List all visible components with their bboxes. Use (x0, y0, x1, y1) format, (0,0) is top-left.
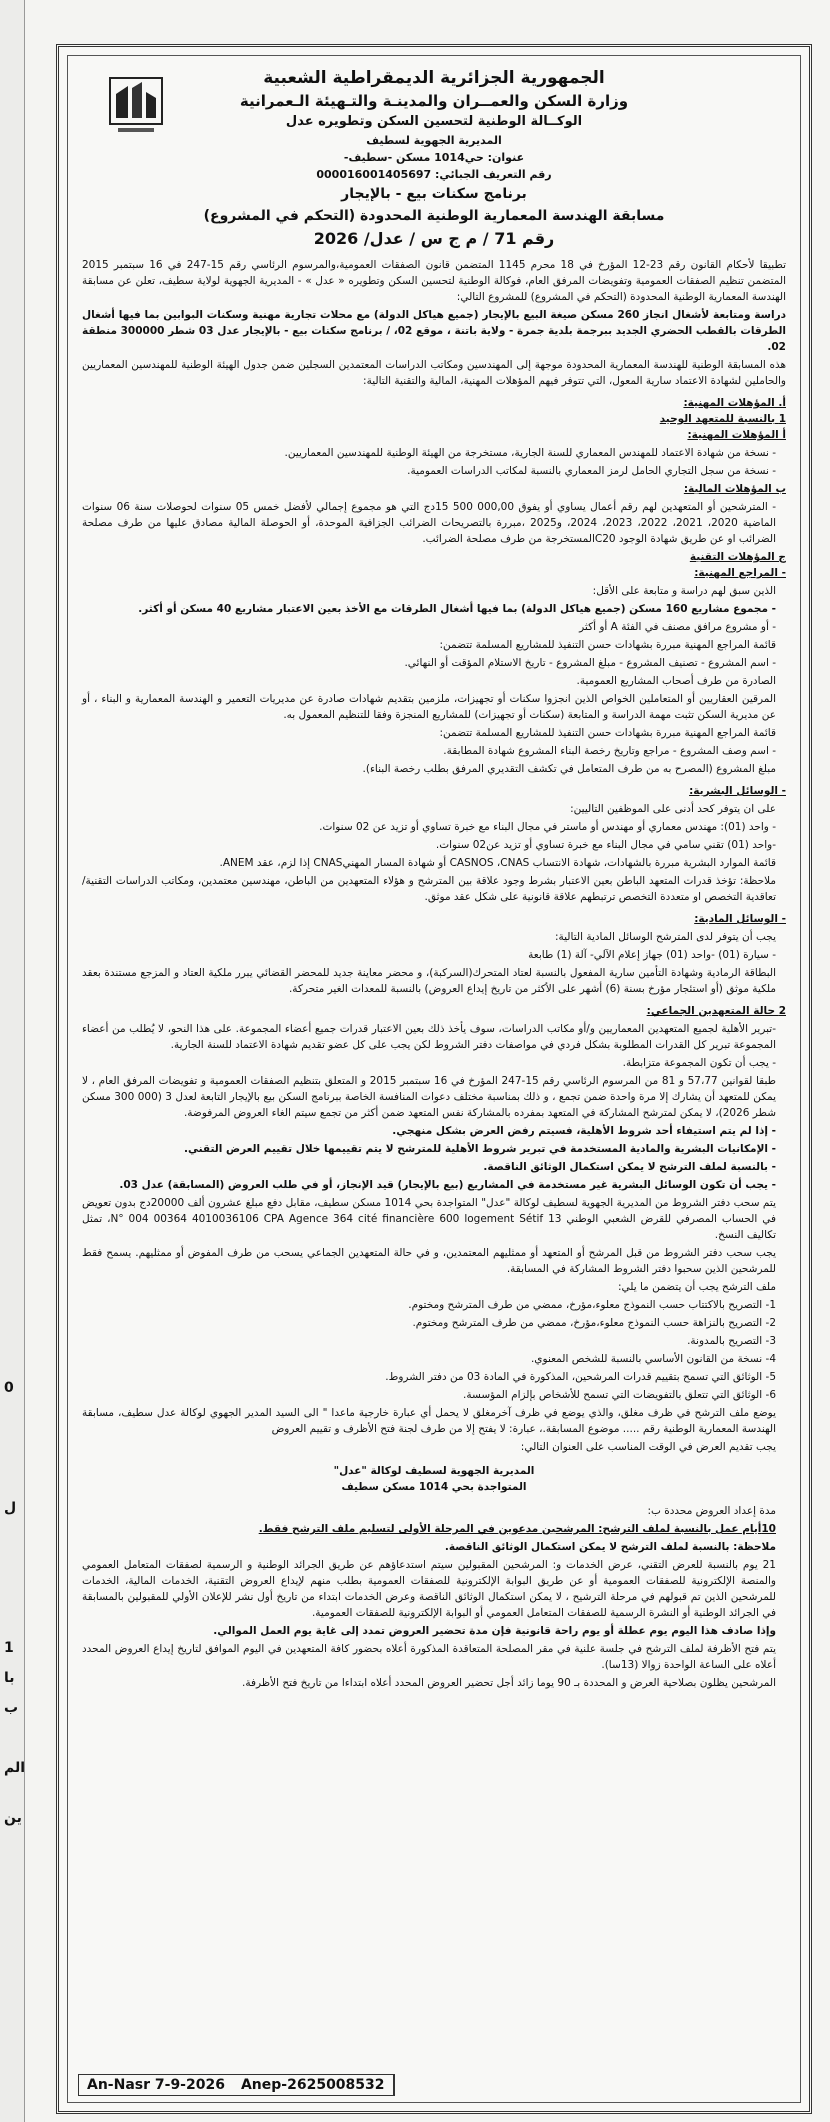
deadline-item: يتم فتح الأظرفة لملف الترشح في جلسة علنية في مقر المصلحة المتعاقدة المذكورة أعلاه بحضور كافة المتعهدين في اليوم الموافق لتاريخ إيداع العروض المحدد أعلاه على الساعة الواحدة زوالا (13سا). (82, 1643, 776, 1671)
note: ملاحظة: تؤخذ قدرات المتعهد الباطن بعين الاعتبار بشرط وجود علاقة بين المترشح و هؤلاء المتعهدين من الباطن، مهندسين معتمدين، ومكاتب الدراسات التقنية/تعاقدية التخصص او متعددة التخصص ترتبطهم علاقة قانونية على شكل عقد موثق. (82, 875, 776, 903)
list-item: - نسخة من شهادة الاعتماد للمهندس المعماري للسنة الجارية، مستخرجة من الهيئة الوطنية للمهندسين المعماريين. (284, 447, 776, 459)
list-item: الصادرة من طرف أصحاب المشاريع العمومية. (576, 675, 776, 687)
address-line: عنوان: حي1014 مسكن -سطيف- (343, 151, 525, 164)
list-item: -واحد (01) تقني سامي في مجال البناء مع خبرة تساوي أو تزيد عن02 سنوات. (435, 839, 776, 851)
list-item: 3- التصريح بالمدونة. (687, 1335, 776, 1347)
list-item: قائمة المراجع المهنية مبررة بشهادات حسن التنفيذ للمشاريع المسلمة تتضمن: (439, 727, 776, 739)
subsection-title: أ المؤهلات المهنية: (687, 429, 786, 441)
list-item: 2- التصريح بالنزاهة حسب النموذج معلوء،مؤرخ، ممضي من طرف المترشح ومختوم. (412, 1317, 776, 1329)
deadline-item: مدة إعداد العروض محددة ب: (647, 1505, 776, 1517)
list-item: - يجب أن تكون المجموعة متزابطة. (622, 1057, 776, 1069)
footer-box (78, 2074, 395, 2096)
section-title: أ. المؤهلات المهنية: (683, 397, 786, 409)
list-item: - بالنسبة لملف الترشح لا يمكن استكمال الوثائق الناقصة. (483, 1161, 776, 1173)
delivery-address (82, 1463, 786, 1495)
subsection-title: - الوسائل البشرية: (689, 785, 786, 797)
list-item: - الإمكانيات البشرية والمادية المستخدمة في تبرير شروط الأهلية للمترشح لا يتم تقييمها خلال تقييم العرض التقني. (184, 1143, 776, 1155)
ministry-line: وزارة السكن والعمــران والمدينـة والتـهيئة الـعمرانية (239, 92, 629, 110)
list-item: طبقا لقوانين 57،77 و 81 من المرسوم الرئاسي رقم 15-247 المؤرخ في 16 سبتمبر 2015 و المتعلق بتنظيم الصفقات العمومية و تفويضات المرفق العام ، لا يمكن للمتعهد أن يشارك إلا مرة واحدة ضمن تجمع ، و ذلك بمناسبة مختلف دعوات المنافسة الخاصة ببرنامج السكن بيع بالإيجار التابعة لعدل 3 (000 300 مسكن شطر 2026)، لا يمكن لمترشح المشاركة في المتعهد بمفرده بالمشاركة نفس المتعهد ضمن أكثر من تجمع سيتم الغاء العروض المرفوضة. (82, 1075, 777, 1119)
strip-fragment: الم (4, 1760, 26, 1776)
list-item: ملف الترشح يجب أن يتضمن ما يلي: (617, 1281, 776, 1293)
deadline-item: 10أيام عمل بالنسبة لملف الترشح: المرشحين مدعوين في المرحلة الأولى لتسليم ملف الترشح فقط. (258, 1523, 776, 1535)
list-item: مبلغ المشروع (المصرح به من طرف المتعامل في تكشف التقديري المرفق بطلب رخصة البناء). (362, 763, 776, 775)
announcement-number: رقم 71 / م ج س / عدل/ 2026 (313, 229, 555, 248)
list-item: 4- نسخة من القانون الأساسي بالنسبة للشخص المعنوي. (530, 1353, 776, 1365)
list-item: - واحد (01): مهندس معماري أو مهندس أو ماستر في مجال البناء مع خبرة تساوي أو تزيد عن 02 سنوات. (319, 821, 776, 833)
list-item: -تبرير الأهلية لجميع المتعهدين المعماريين و/أو مكاتب الدراسات، سوف يأخذ ذلك بعين الاعتبار قدرات جميع أعضاء المجموعة. على هذا النحو، لا يُطلب من أعضاء المجموعة تبرير كل القدرات المطلوبة بشكل فردي في مواصفات دفتر الشروط لكن يجب على كل عضو تقديم شهادة الاعتماد للسنة الجارية. (82, 1023, 776, 1051)
program-title: برنامج سكنات بيع - بالإيجار (341, 186, 527, 202)
deadline-item: وإذا صادف هذا اليوم يوم عطلة أو يوم راحة قانونية فإن مدة تحضير العروض تمدد إلى غاية يوم العمل الموالي. (213, 1625, 776, 1637)
anep-reference: Anep-2625008532 (233, 2075, 394, 2095)
financial-text: - المترشحين أو المتعهدين لهم رقم أعمال يساوي أو يفوق 000,00 500 15دج التي هو مجموع إجمالي لأفضل خمس 05 سنوات لحوصلات سنة 06 سنوات الماضية 2020، 2021، 2022، 2023، 2024، و2025 ،مبررة بالتصريحات الضرائب الجزافية الموحدة، أو الحوصلة المالية مصادق عليها من طرف مصلحة الضرائب او عن طريق شهادة الوجود C20المستخرجة من طرف مصلحة الضرائب. (82, 501, 777, 545)
eligibility-paragraph: هذه المسابقة الوطنية للهندسة المعمارية المحدودة موجهة إلى المهندسين ومكاتب الدراسات المعتمدين السجلين ضمن جدول الهيئة الوطنية للمهندسين المعماريين والحاملين لشهادة الاعتماد سارية المعول، التي تتوفر فيهم المؤهلات المهنية، المالية والتقنية التالية: (82, 359, 786, 387)
subsection-title: ب المؤهلات المالية: (683, 483, 786, 495)
list-item: 6- الوثائق التي تتعلق بالتفويضات التي تسمح للأشخاص بإلزام المؤسسة. (462, 1389, 776, 1401)
strip-fragment: ب (4, 1700, 19, 1716)
list-item: يجب أن يتوفر لدى المترشح الوسائل المادية التالية: (554, 931, 776, 943)
list-item: - اسم وصف المشروع - مراجع وتاريخ رخصة البناء المشروع شهادة المطابقة. (443, 745, 776, 757)
announcement-page (56, 44, 812, 2114)
subsection-title: - الوسائل المادية: (694, 913, 786, 925)
delivery-address-line: المديرية الجهوية لسطيف لوكالة "عدل" (333, 1465, 535, 1477)
strip-fragment: با (4, 1670, 15, 1686)
list-item: 1- التصريح بالاكتتاب حسب النموذج معلوء،مؤرخ، ممضي من طرف المترشح ومختوم. (408, 1299, 776, 1311)
intro-paragraph: تطبيقا لأحكام القانون رقم 23-12 المؤرخ في 18 محرم 1145 المتضمن قانون الصفقات العمومية،والمرسوم الرئاسي رقم 15-247 في 16 سبتمبر 2015 المتضمن تنظيم الصفقات العمومية وتفويضات المرفق العام، فوكالة الوطنية لتحسين السكن وتطويره « عدل » - المديرية الجهوية لولاية سطيف، تعلن عن مسابقة الهندسة المعمارية الوطنية المحدودة (التحكم في المشروع) للمشروع التالي: (82, 259, 786, 303)
republic-line: الجمهورية الجزائرية الديمقراطية الشعبية (263, 68, 605, 88)
list-item: الذين سبق لهم دراسة و متابعة على الأقل: (592, 585, 776, 597)
strip-fragment: 1 (4, 1640, 14, 1656)
list-item: على ان يتوفر كحد أدنى على الموظفين التاليين: (570, 803, 776, 815)
list-item: يتم سحب دفتر الشروط من المديرية الجهوية لسطيف لوكالة "عدل" المتواجدة بحي 1014 مسكن سطيف، مقابل دفع مبلغ عشرون ألف 20000دج بدون تعويض في الحساب المصرفي للقرض الشعبي الوطني 13 N° 004 00364 4010036106 CPA Agence 364 cité financière 600 logement Sétif، تمثل تكاليف النسخ. (82, 1197, 777, 1241)
adjacent-page-strip (0, 0, 25, 2122)
project-description: دراسة ومتابعة لأشغال انجاز 260 مسكن صيغة البيع بالإيجار (جميع هياكل الدولة) مع محلات تجارية مهنية وسكنات البوابين بما فيها أشغال الطرقات بالقطب الحضري الجديد ببرجمة بلدية جمرة - ولاية باتنة ، موقع 02، / برنامج سكنات بيع - بالإيجار عدل 03 شطر 300000 منطقة 02. (82, 309, 786, 353)
list-item: يجب تقديم العرض في الوقت المناسب على العنوان التالي: (520, 1441, 776, 1453)
header (82, 66, 786, 251)
section-title: 2 حالة المتعهدين الجماعي: (646, 1005, 786, 1017)
deadline-item: ملاحظة: بالنسبة لملف الترشح لا يمكن استكمال الوثائق الناقصة. (444, 1541, 776, 1553)
deadline-item: 21 يوم بالنسبة للعرض التقني، عرض الخدمات و: المرشحين المقبولين سيتم استدعاؤهم عن طريق الجرائد الوطنية و الرسمية لصفقات المتعامل العمومي والمنصة الإلكترونية للصفقات العمومية أو عن طريق البوابة الإلكترونية للصفقات العمومية بطلب منهم لإيداع العروض التقنية، الخدمات المالية، الخدمات للمرشحين الذين تم قبولهم في مرحلة الترشيح ، لا يمكن استكمال الوثائق الناقصة وعرض الخدمات ابتداء من تاريخ أول نشر للإعلان الأولي للمقبولين بالمسابقة في الجرائد الوطنية أو النشرة الرسمية للصفقات المتعامل العمومي أو البوابة الإلكترونية للصفقات العمومية. (82, 1559, 776, 1619)
list-item: قائمة المراجع المهنية مبررة بشهادات حسن التنفيذ للمشاريع المسلمة تتضمن: (439, 639, 776, 651)
list-item: يجب سحب دفتر الشروط من قبل المرشح أو المتعهد أو ممثليهم المعتمدين، و في حالة المتعهدين الجماعي يسحب من طرف المفوض أو ممثليهم. يسمح فقط للمرشحين الذين سحبوا دفتر الشروط المشاركة في المسابقة. (82, 1247, 776, 1275)
tax-id-line: رقم التعريف الجبائي: 000016001405697 (316, 168, 552, 181)
list-item: - إذا لم يتم استيفاء أحد شروط الأهلية، فسيتم رفض العرض بشكل منهجي. (392, 1125, 776, 1137)
section-title: 1 بالنسبة للمتعهد الوحيد (659, 413, 786, 425)
list-item: - يجب أن تكون الوسائل البشرية غير مستخدمة في المشاريع (بيع بالإيجار) قيد الإنجاز، أو في طلب العروض (المسابقة) عدل 03. (119, 1179, 776, 1191)
directorate-line: المديرية الجهوية لسطيف (366, 134, 502, 147)
inner-frame (67, 55, 801, 2103)
delivery-address-line: المتواجدة بحي 1014 مسكن سطيف (341, 1481, 527, 1493)
list-item: قائمة الموارد البشرية مبررة بالشهادات، شهادة الانتساب CASNOS ،CNAS أو شهادة المسار المهنيCNAS إذا لزم، عقد ANEM. (219, 857, 776, 869)
subsection-title: - المراجع المهنية: (694, 567, 786, 579)
subsection-title: ج المؤهلات التقنية (689, 551, 786, 563)
list-item: - نسخة من سجل التجاري الحامل لرمز المعماري بالنسبة لمكاتب الدراسات العمومية. (407, 465, 776, 477)
deadline-item: المرشحين يظلون بصلاحية العرض و المحددة بـ 90 يوما زائد أجل تحضير العروض المحدد أعلاه ابتداءا من تاريخ فتح الأظرفة. (242, 1677, 776, 1689)
competition-title: مسابقة الهندسة المعمارية الوطنية المحدودة (التحكم في المشروع) (203, 208, 665, 224)
strip-fragment: 0 (4, 1380, 14, 1396)
list-item: يوضع ملف الترشح في ظرف مغلق، والذي يوضع في ظرف آخرمغلق لا يحمل أي عبارة خارجية ماعدا " الى السيد المدير الجهوي لوكالة عدل سطيف، مسابقة الهندسة المعمارية الوطنية رقم ..... موضوع المسابقة.، عبارة: لا يفتح إلا من طرف لجنة فتح الأظرف و تقييم العروض (82, 1407, 776, 1435)
strip-fragment: ل (4, 1500, 17, 1516)
newspaper-date: An-Nasr 7-9-2026 (87, 2077, 225, 2093)
list-item: 5- الوثائق التي تسمح بتقييم قدرات المرشحين، المذكورة في المادة 03 من دفتر الشروط. (385, 1371, 776, 1383)
agency-line: الوكــالة الوطنية لتحسين السكن وتطويره عدل (285, 114, 583, 129)
list-item: - أو مشروع مرافق مصنف في الفئة A أو أكثر (579, 621, 776, 633)
list-item: - مجموع مشاريع 160 مسكن (جميع هياكل الدولة) بما فيها أشغال الطرقات مع الأخذ بعين الاعتبار مشاريع 40 مسكن أو أكثر. (138, 603, 776, 615)
list-item: المرقين العقاريين أو المتعاملين الخواص الذين انجزوا سكنات أو تجهيزات، ملزمين بتقديم شهادات صادرة عن مديريات التعمير و الهندسة المعمارية و البناء ، أو عن مديرية السكن تثبت مهمة الدراسة و المتابعة (سكنات أو تجهيزات) للمشاريع المنجزة وفقا للتنظيم المعمول به. (82, 693, 776, 721)
announcement-body (82, 66, 786, 1693)
list-item: - اسم المشروع - تصنيف المشروع - مبلغ المشروع - تاريخ الاستلام المؤقت أو النهائي. (404, 657, 776, 669)
strip-fragment: ين (4, 1810, 22, 1826)
list-item: - سيارة (01) -واحد (01) جهاز إعلام الآلي- آلة (1) طابعة (528, 949, 776, 961)
list-item: البطاقة الرمادية وشهادة التأمين سارية المفعول بالنسبة لعتاد المتحرك(السركبة)، و محضر معاينة جديد للمحضر القضائي يبرر ملكية العتاد و المزجع مستندة بعقد ملكية موثق (أو استئجار مؤرخ بسنة (6) أشهر على الأكثر من تاريخ إيداع العروض) بالنسبة للمعدات الغير متحركة. (82, 967, 776, 995)
